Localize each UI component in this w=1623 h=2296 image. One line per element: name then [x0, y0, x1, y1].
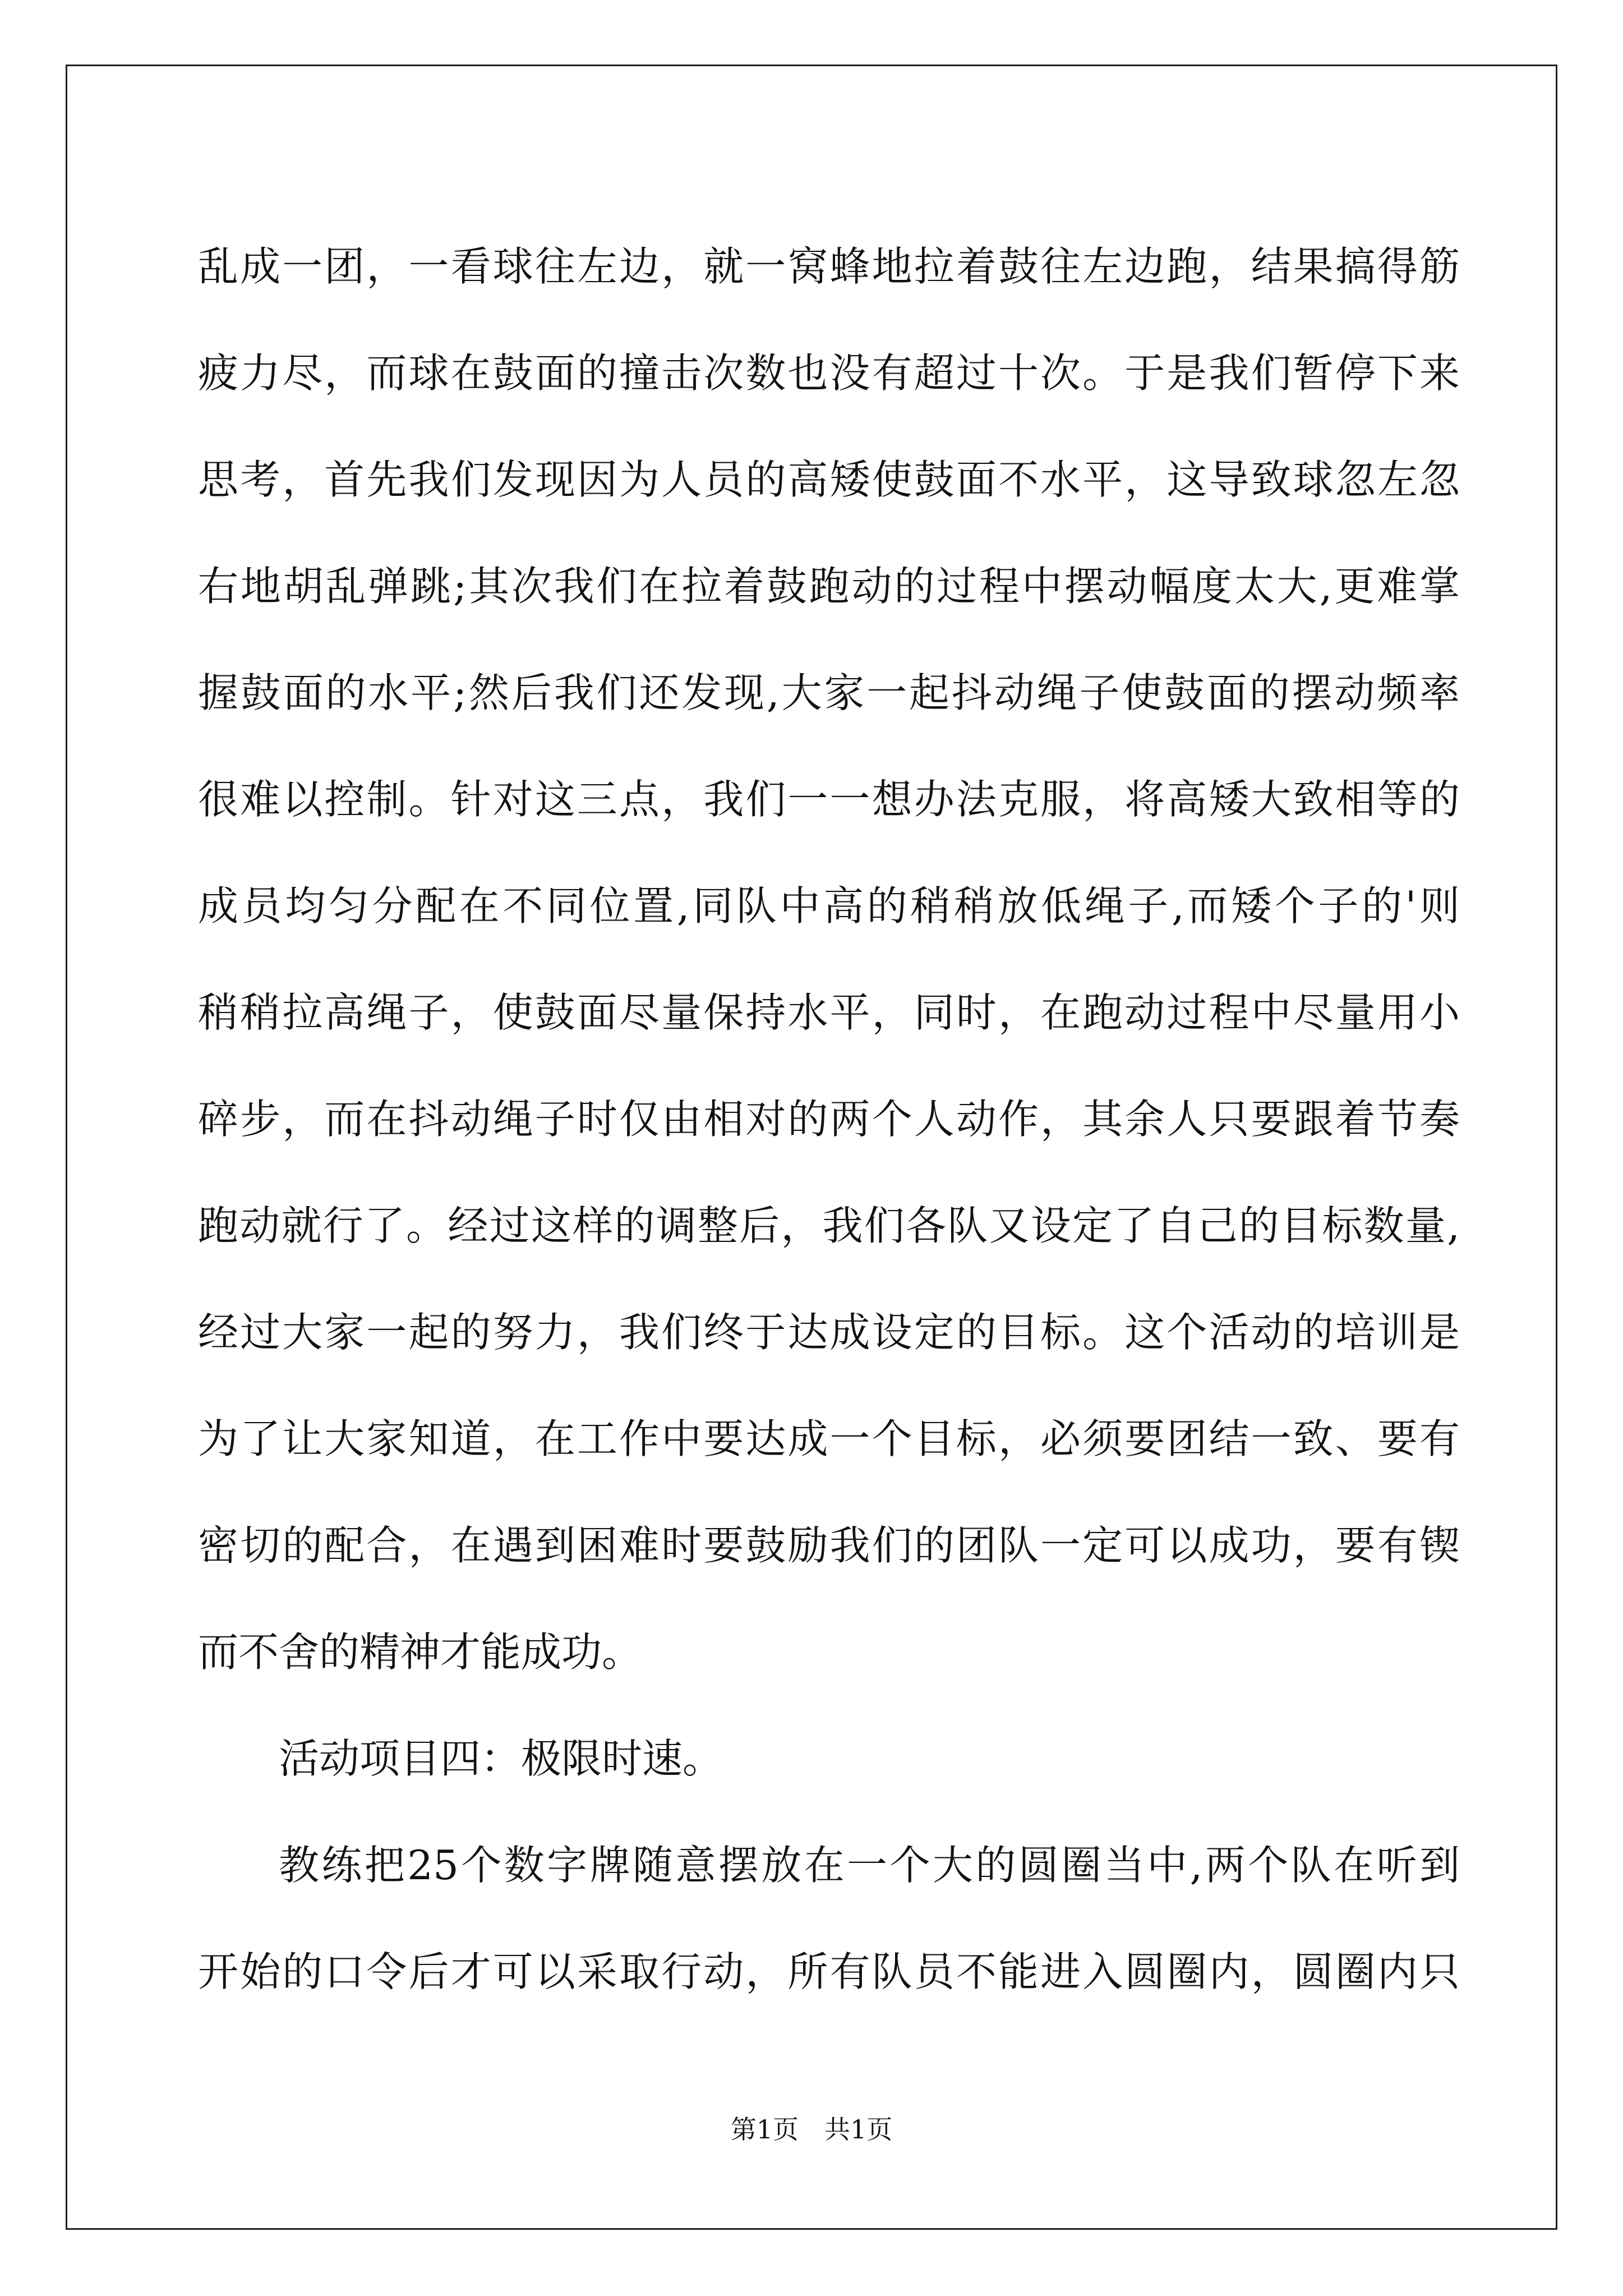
paragraph-activity-four-heading: [198, 1705, 1460, 1812]
text-line: 密切的配合，在遇到困难时要鼓励我们的团队一定可以成功，要有锲: [198, 1522, 1460, 1569]
text-line: 握鼓面的水平;然后我们还发现,大家一起抖动绳子使鼓面的摆动频率: [198, 669, 1460, 716]
text-line: 经过大家一起的努力，我们终于达成设定的目标。这个活动的培训是: [198, 1309, 1460, 1356]
text-line: 而不舍的精神才能成功。: [198, 1628, 643, 1676]
text-line: 右地胡乱弹跳;其次我们在拉着鼓跑动的过程中摆动幅度太大,更难掌: [198, 563, 1460, 610]
text-line: 成员均匀分配在不同位置,同队中高的稍稍放低绳子,而矮个子的'则: [198, 882, 1460, 930]
text-line: 疲力尽，而球在鼓面的撞击次数也没有超过十次。于是我们暂停下来: [198, 349, 1460, 397]
text-line: 开始的口令后才可以采取行动，所有队员不能进入圆圈内，圆圈内只: [198, 1948, 1460, 1995]
text-line: 稍稍拉高绳子，使鼓面尽量保持水平，同时，在跑动过程中尽量用小: [198, 989, 1460, 1036]
text-line: 活动项目四：极限时速。: [279, 1735, 723, 1782]
text-line: 碎步，而在抖动绳子时仅由相对的两个人动作，其余人只要跟着节奏: [198, 1096, 1460, 1143]
page-footer: 第1页 共1页: [730, 2114, 893, 2145]
text-line: 为了让大家知道，在工作中要达成一个目标，必须要团结一致、要有: [198, 1415, 1460, 1462]
document-body: [198, 213, 1460, 2025]
text-line: 思考，首先我们发现因为人员的高矮使鼓面不水平，这导致球忽左忽: [198, 456, 1460, 503]
text-line: 乱成一团，一看球往左边，就一窝蜂地拉着鼓往左边跑，结果搞得筋: [198, 243, 1460, 290]
paragraph-activity-four-description: [198, 1812, 1460, 2025]
text-line: 跑动就行了。经过这样的调整后，我们各队又设定了自己的目标数量,: [198, 1202, 1460, 1249]
text-line: 很难以控制。针对这三点，我们一一想办法克服，将高矮大致相等的: [198, 776, 1460, 823]
paragraph-team-drum: [198, 213, 1460, 1705]
text-line: 教练把25个数字牌随意摆放在一个大的圆圈当中,两个队在听到: [279, 1842, 1460, 1889]
